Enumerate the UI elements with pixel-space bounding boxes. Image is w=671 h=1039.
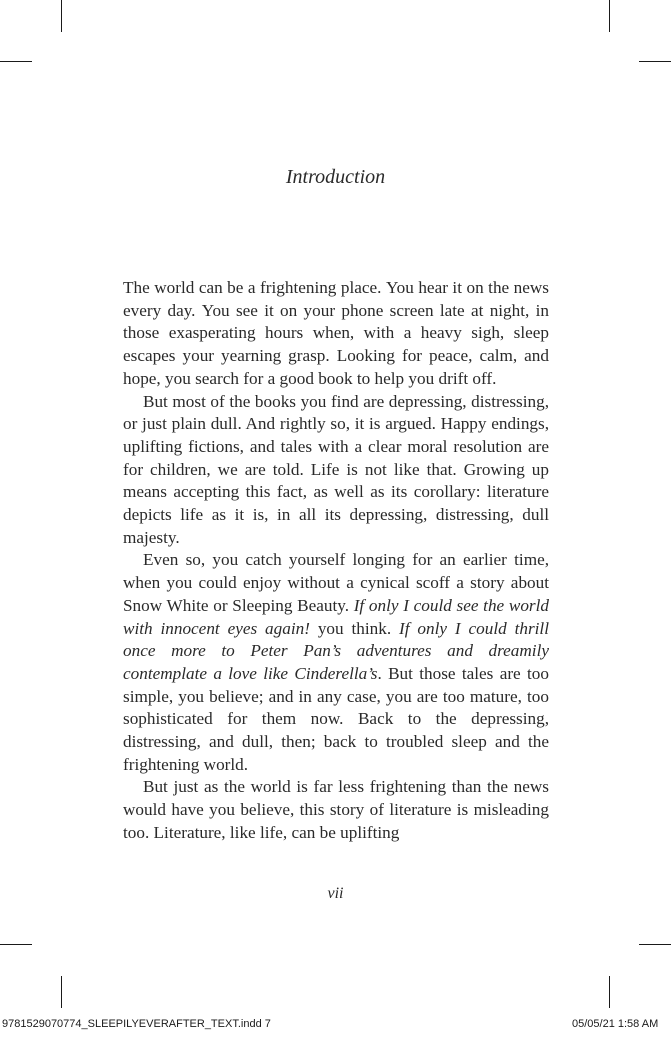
- text-run: But just as the world is far less frightening than the news would have you believe, this story of literature is misleading too. Literature, like life, can be uplifting: [123, 777, 549, 842]
- crop-mark-bottom-right: [609, 976, 610, 1008]
- italic-text: If only I could thrill once more to Peter Pan’s adventures and dreamily contemplate a love like Cinderella’s: [123, 618, 549, 683]
- crop-mark-top-left: [61, 0, 62, 32]
- crop-mark-top-right: [609, 0, 610, 32]
- printer-slug: [0, 1018, 671, 1034]
- body-text: [123, 277, 549, 845]
- paragraph: [123, 277, 549, 391]
- crop-mark-right-top: [639, 61, 671, 62]
- paragraph: [123, 391, 549, 550]
- italic-text: If only I could see the world with innocent eyes again!: [123, 595, 549, 638]
- paragraph: [123, 776, 549, 844]
- text-run: . But those tales are too simple, you believe; and in any case, you are too mature, too sophisticated for them now. Back to the depressing, distressing, and dull, then; back to troubled sleep and the frightening world.: [123, 663, 549, 774]
- slug-file-label: 9781529070774_SLEEPILYEVERAFTER_TEXT.indd 7: [2, 1018, 271, 1030]
- crop-mark-right-bottom: [639, 944, 671, 945]
- crop-mark-bottom-left: [61, 976, 62, 1008]
- text-run: But most of the books you find are depressing, distressing, or just plain dull. And rightly so, it is argued. Happy endings, uplifting fictions, and tales with a clear moral resolution are for children, we are told. Life is not like that. Growing up means accepting this fact, as well as its corollary: literature depicts life as it is, in all its depressing, distressing, dull majesty.: [123, 391, 549, 547]
- text-run: The world can be a frightening place. You hear it on the news every day. You see it on your phone screen late at night, in those exasperating hours when, with a heavy sigh, sleep escapes your yearning grasp. Looking for peace, calm, and hope, you search for a good book to help you drift off.: [123, 278, 549, 388]
- crop-mark-left-top: [0, 61, 32, 62]
- page-number: vii: [327, 885, 344, 902]
- slug-timestamp: 05/05/21 1:58 AM: [572, 1018, 659, 1030]
- chapter-title: Introduction: [285, 166, 386, 188]
- crop-mark-left-bottom: [0, 944, 32, 945]
- text-run: Even so, you catch yourself longing for an earlier time, when you could enjoy without a cynical scoff a story about Snow White or Sleeping Beauty.: [123, 550, 549, 615]
- text-run: you think.: [309, 618, 400, 638]
- paragraph: [123, 549, 549, 776]
